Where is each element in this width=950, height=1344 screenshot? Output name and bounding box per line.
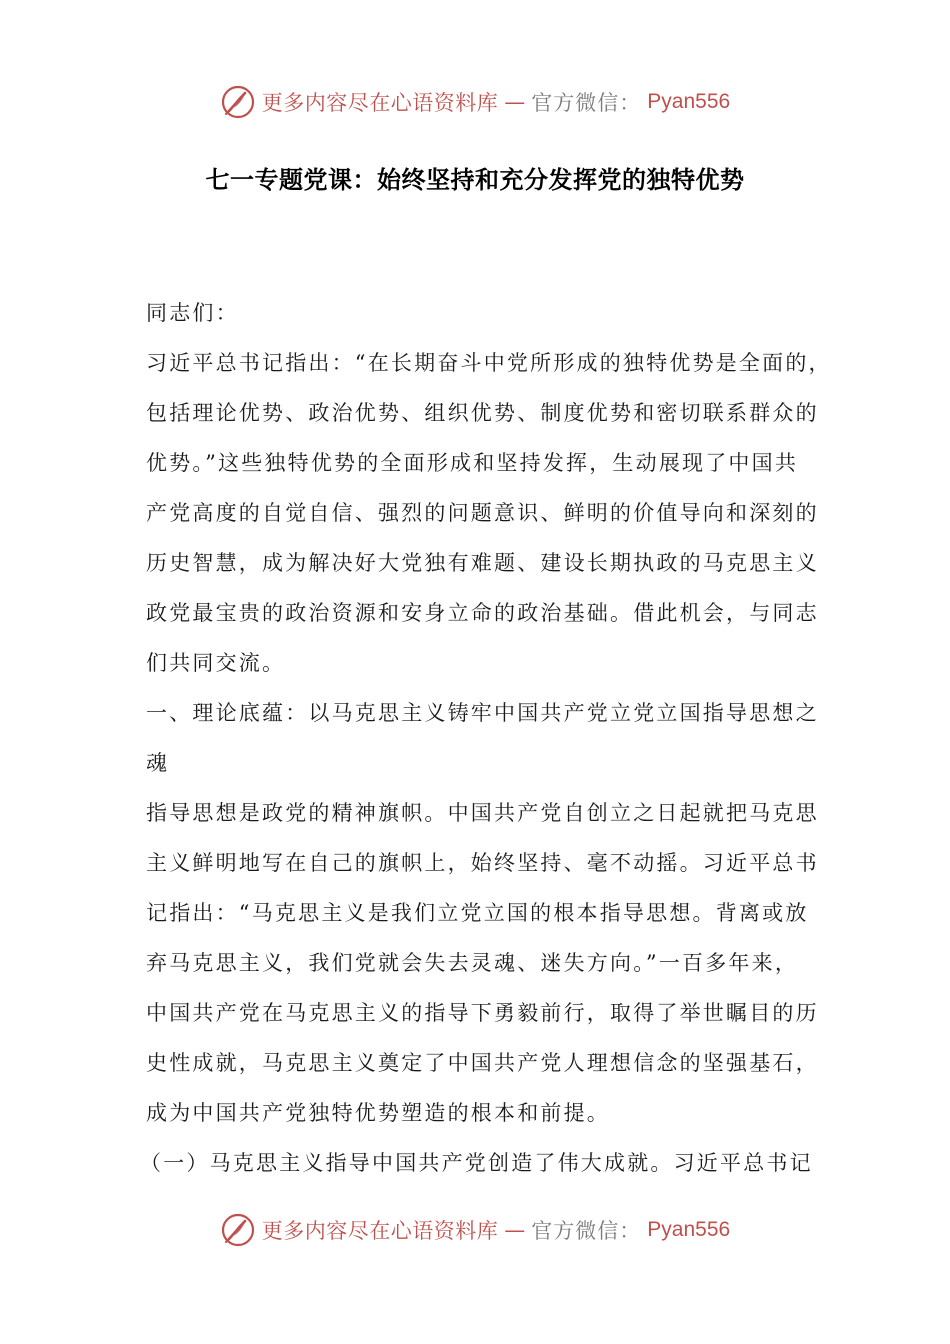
banner-content	[220, 84, 730, 120]
subsection-heading: （一）马克思主义指导中国共产党创造了伟大成就。习近平总书记	[140, 1151, 813, 1175]
body-line: 中国共产党在马克思主义的指导下勇毅前行，取得了举世瞩目的历	[146, 1001, 819, 1025]
body-line: 包括理论优势、政治优势、组织优势、制度优势和密切联系群众的	[146, 401, 819, 425]
document-body	[140, 288, 832, 1188]
body-line: 优势。”这些独特优势的全面形成和坚持发挥，生动展现了中国共	[146, 451, 799, 475]
banner-wechat-label: 官方微信：	[531, 91, 642, 115]
body-line: 产党高度的自觉自信、强烈的问题意识、鲜明的价值导向和深刻的	[146, 501, 819, 525]
banner-dash: —	[504, 1218, 526, 1242]
document-title: 七一专题党课：始终坚持和充分发挥党的独特优势	[205, 166, 745, 194]
body-line: 成为中国共产党独特优势塑造的根本和前提。	[146, 1101, 610, 1125]
banner-main-text: 更多内容尽在心语资料库	[261, 91, 499, 115]
body-line: 弃马克思主义，我们党就会失去灵魂、迷失方向。”一百多年来，	[146, 951, 799, 975]
quill-logo-icon	[220, 84, 256, 120]
banner-content	[220, 1212, 730, 1248]
body-line: 同志们：	[146, 301, 239, 325]
banner-wechat-label: 官方微信：	[531, 1219, 642, 1243]
banner-dash: —	[504, 90, 526, 114]
body-line: 习近平总书记指出：“在长期奋斗中党所形成的独特优势是全面的，	[146, 351, 832, 375]
banner-wechat-id: Pyan556	[647, 90, 731, 113]
body-line: 记指出：“马克思主义是我们立党立国的根本指导思想。背离或放	[146, 901, 809, 925]
section-heading: 一、理论底蕴：以马克思主义铸牢中国共产党立党立国指导思想之	[146, 701, 819, 725]
body-line: 们共同交流。	[146, 651, 286, 675]
section-heading-continued: 魂	[146, 751, 170, 775]
banner-wechat-id: Pyan556	[647, 1218, 731, 1241]
body-line: 指导思想是政党的精神旗帜。中国共产党自创立之日起就把马克思	[146, 801, 819, 825]
footer-banner	[0, 1208, 950, 1252]
body-line: 政党最宝贵的政治资源和安身立命的政治基础。借此机会，与同志	[146, 601, 819, 625]
quill-logo-icon	[220, 1212, 256, 1248]
body-line: 史性成就，马克思主义奠定了中国共产党人理想信念的坚强基石，	[146, 1051, 819, 1075]
header-banner	[0, 80, 950, 124]
banner-main-text: 更多内容尽在心语资料库	[261, 1219, 499, 1243]
body-line: 历史智慧，成为解决好大党独有难题、建设长期执政的马克思主义	[146, 551, 819, 575]
body-line: 主义鲜明地写在自己的旗帜上，始终坚持、毫不动摇。习近平总书	[146, 851, 819, 875]
